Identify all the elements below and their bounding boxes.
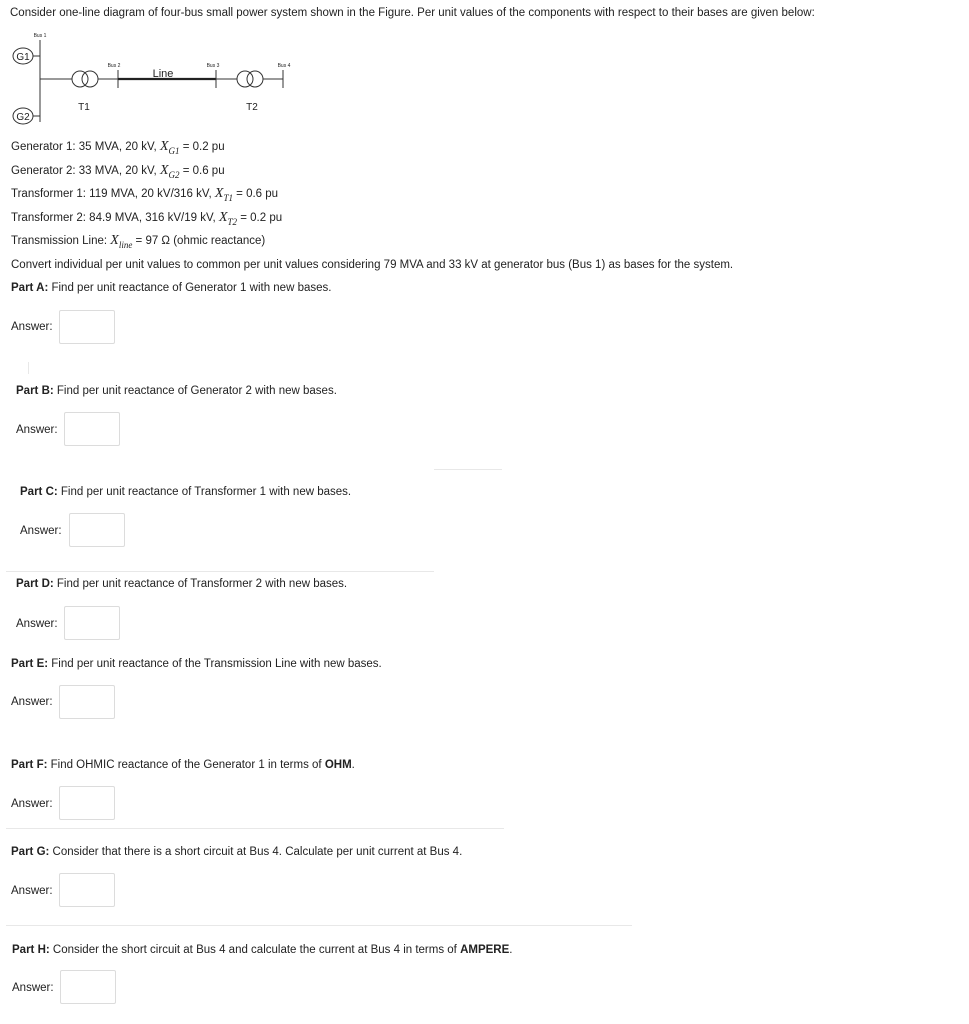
given-transformer2: Transformer 2: 84.9 MVA, 316 kV/19 kV, $X_{T2} = 0.2$ pu — [11, 210, 283, 227]
part-a-question: Part A: Find per unit reactance of Generator 1 with new bases. — [11, 282, 332, 294]
part-f-question: Part F: Find OHMIC reactance of the Generator 1 in terms of OHM. — [11, 759, 355, 771]
part-e-answer-label: Answer: — [11, 696, 53, 708]
problem-intro: Consider one-line diagram of four-bus small power system shown in the Figure. Per unit values of the components with respect to their bases are given below: — [10, 7, 815, 19]
t1-label: T1 — [78, 102, 90, 113]
part-h-answer-input[interactable] — [60, 970, 116, 1004]
given-generator1: Generator 1: 35 MVA, 20 kV, $X_{G1} = 0.2$ pu — [11, 139, 225, 156]
convert-instruction: Convert individual per unit values to common per unit values considering 79 MVA and 33 kV at generator bus (Bus 1) as bases for the system. — [11, 259, 734, 271]
t1-coil-left — [72, 71, 88, 87]
part-a-answer-label: Answer: — [11, 321, 53, 333]
t2-label: T2 — [246, 102, 258, 113]
part-f-answer-input[interactable] — [59, 786, 115, 820]
given-transmission-line: Transmission Line: $X_{line} = 97$ Ω (ohmic reactance) — [11, 233, 266, 250]
t2-coil-left — [237, 71, 253, 87]
divider — [434, 469, 502, 470]
bus2-label: Bus 2 — [107, 63, 121, 69]
part-b-answer-label: Answer: — [16, 424, 58, 436]
divider — [28, 362, 29, 374]
bus3-label: Bus 3 — [206, 63, 220, 69]
part-b-answer-input[interactable] — [64, 412, 120, 446]
part-a-answer-input[interactable] — [59, 310, 115, 344]
part-d-question: Part D: Find per unit reactance of Transformer 2 with new bases. — [16, 578, 348, 590]
divider — [6, 925, 632, 926]
part-d-answer-input[interactable] — [64, 606, 120, 640]
part-c-question: Part C: Find per unit reactance of Transformer 1 with new bases. — [20, 486, 352, 498]
part-h-answer-label: Answer: — [12, 982, 54, 994]
t1-coil-right — [82, 71, 98, 87]
t2-coil-right — [247, 71, 263, 87]
part-c-answer-label: Answer: — [20, 525, 62, 537]
part-d-answer-label: Answer: — [16, 618, 58, 630]
divider — [6, 828, 504, 829]
bus1-label: Bus 1 — [33, 33, 47, 39]
g1-label: G1 — [16, 52, 30, 63]
part-f-answer-label: Answer: — [11, 798, 53, 810]
bus4-label: Bus 4 — [277, 63, 291, 69]
divider — [6, 571, 434, 572]
part-h-question: Part H: Consider the short circuit at Bus 4 and calculate the current at Bus 4 in terms of AMPERE. — [12, 944, 513, 956]
part-g-answer-input[interactable] — [59, 873, 115, 907]
part-e-question: Part E: Find per unit reactance of the Transmission Line with new bases. — [11, 658, 382, 670]
part-e-answer-input[interactable] — [59, 685, 115, 719]
part-b-question: Part B: Find per unit reactance of Generator 2 with new bases. — [16, 385, 337, 397]
given-generator2: Generator 2: 33 MVA, 20 kV, $X_{G2} = 0.6$ pu — [11, 163, 225, 180]
part-g-question: Part G: Consider that there is a short circuit at Bus 4. Calculate per unit current at Bus 4. — [11, 846, 463, 858]
one-line-diagram — [10, 30, 310, 130]
part-g-answer-label: Answer: — [11, 885, 53, 897]
g2-label: G2 — [16, 112, 30, 123]
part-c-answer-input[interactable] — [69, 513, 125, 547]
line-label: Line — [152, 68, 174, 80]
given-transformer1: Transformer 1: 119 MVA, 20 kV/316 kV, $X_{T1} = 0.6$ pu — [11, 186, 279, 203]
